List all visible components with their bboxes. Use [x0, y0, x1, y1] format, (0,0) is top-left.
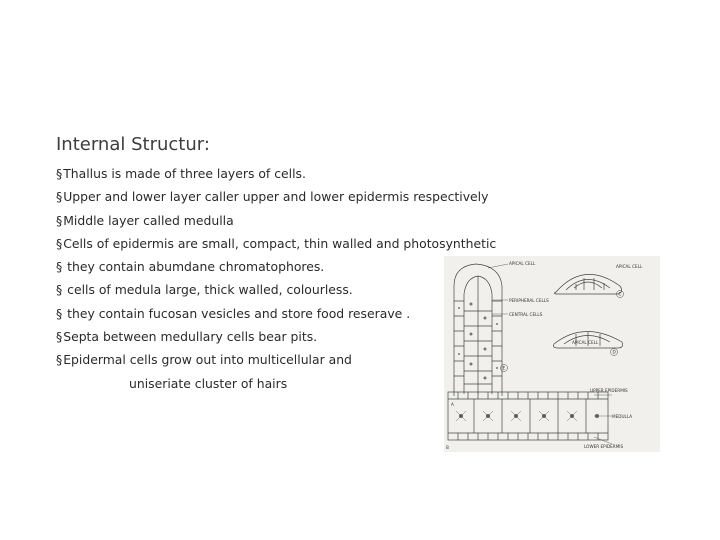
panel-c-apical-dome: [554, 274, 621, 294]
bullet-item: § they contain fucosan vesicles and store food reserave .: [56, 302, 496, 325]
bullet-item: § Septa between medullary cells bear pits.: [56, 325, 496, 348]
label-apical-cell-d: APICAL CELL: [572, 340, 599, 345]
panel-a-thallus-tip: [454, 264, 502, 396]
label-panel-c: C: [618, 291, 622, 297]
label-medulla: MEDULLA: [612, 414, 633, 419]
bullet-list: [56, 162, 496, 395]
bullet-item: § Cells of epidermis are small, compact, thin walled and photosynthetic: [56, 232, 496, 255]
bullet-continuation: uniseriate cluster of hairs: [129, 375, 288, 391]
label-central-cells: CENTRAL CELLS: [509, 312, 543, 317]
label-panel-e: E: [502, 365, 506, 371]
bullet-item: § Epidermal cells grow out into multicellular and: [56, 348, 496, 371]
label-panel-b: B: [446, 445, 449, 450]
bullet-item: § Upper and lower layer caller upper and lower epidermis respectively: [56, 185, 496, 208]
thallus-anatomy-figure: [444, 256, 660, 452]
label-panel-a: A: [451, 402, 454, 407]
label-lower-epidermis: LOWER EPIDERMIS: [584, 444, 624, 449]
bullet-item: § cells of medula large, thick walled, colourless.: [56, 278, 496, 301]
bullet-item: § they contain abumdane chromatophores.: [56, 255, 496, 278]
label-upper-epidermis: UPPER EPIDERMIS: [590, 388, 628, 393]
slide-heading: Internal Structur:: [56, 134, 210, 155]
label-apical-cell-c: APICAL CELL: [616, 264, 643, 269]
label-apical-cell: APICAL CELL: [509, 261, 536, 266]
label-panel-d: D: [612, 349, 616, 355]
panel-e-transverse-section: [448, 392, 608, 440]
label-peripheral-cells: PERIPHERAL CELLS: [509, 298, 549, 303]
thallus-diagram: [444, 256, 660, 452]
bullet-item: § Middle layer called medulla: [56, 209, 496, 232]
bullet-item: § Thallus is made of three layers of cells.: [56, 162, 496, 185]
